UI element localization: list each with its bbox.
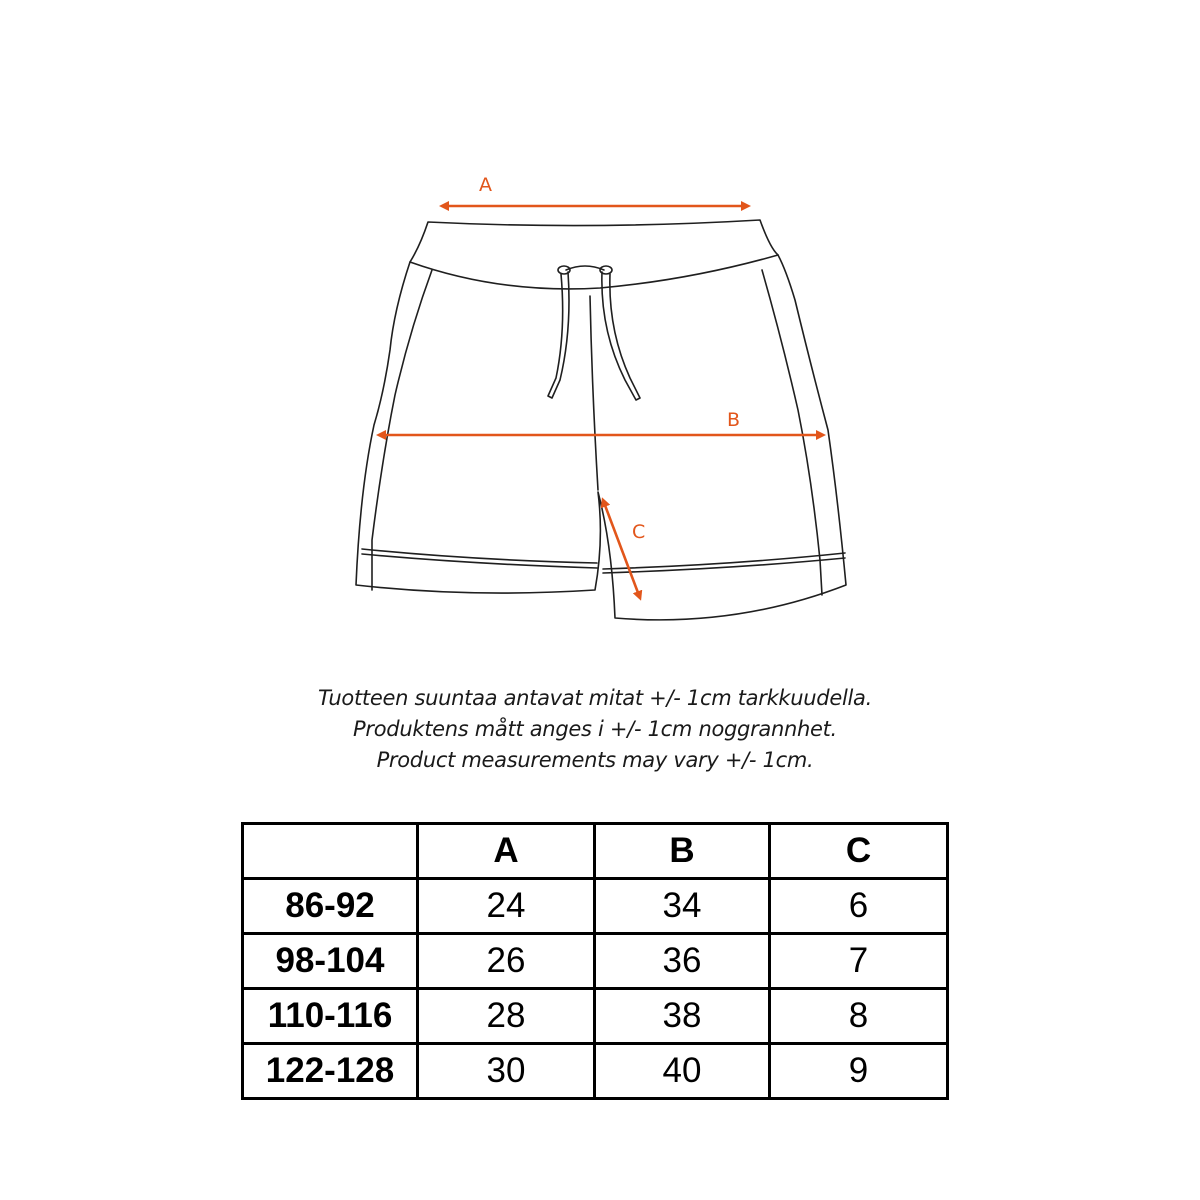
note-swedish: Produktens mått anges i +/- 1cm noggrannhet. [353,717,837,741]
table-row [243,1044,948,1099]
note-english: Product measurements may vary +/- 1cm. [376,748,814,772]
value-b-cell: 38 [595,989,770,1044]
table-row [243,989,948,1044]
value-c-cell: 8 [770,989,948,1044]
value-a-cell: 26 [418,934,595,989]
size-chart-table [241,822,949,1100]
dimension-b-label: B [727,409,741,431]
value-b-cell: 36 [595,934,770,989]
value-c-cell: 7 [770,934,948,989]
table-row [243,934,948,989]
size-cell: 86-92 [243,879,418,934]
value-c-cell: 9 [770,1044,948,1099]
dimension-c-label: C [632,521,646,543]
header-size [243,824,418,879]
shorts-outline [356,220,846,620]
value-c-cell: 6 [770,879,948,934]
dimension-a-label: A [479,174,492,196]
size-cell: 110-116 [243,989,418,1044]
header-a: A [418,824,595,879]
measurement-notes [0,683,1190,776]
table-row [243,879,948,934]
header-b: B [595,824,770,879]
value-a-cell: 30 [418,1044,595,1099]
value-a-cell: 24 [418,879,595,934]
value-b-cell: 34 [595,879,770,934]
header-c: C [770,824,948,879]
note-finnish: Tuotteen suuntaa antavat mitat +/- 1cm tarkkuudella. [318,686,872,710]
table-header-row [243,824,948,879]
size-cell: 122-128 [243,1044,418,1099]
size-cell: 98-104 [243,934,418,989]
value-a-cell: 28 [418,989,595,1044]
value-b-cell: 40 [595,1044,770,1099]
